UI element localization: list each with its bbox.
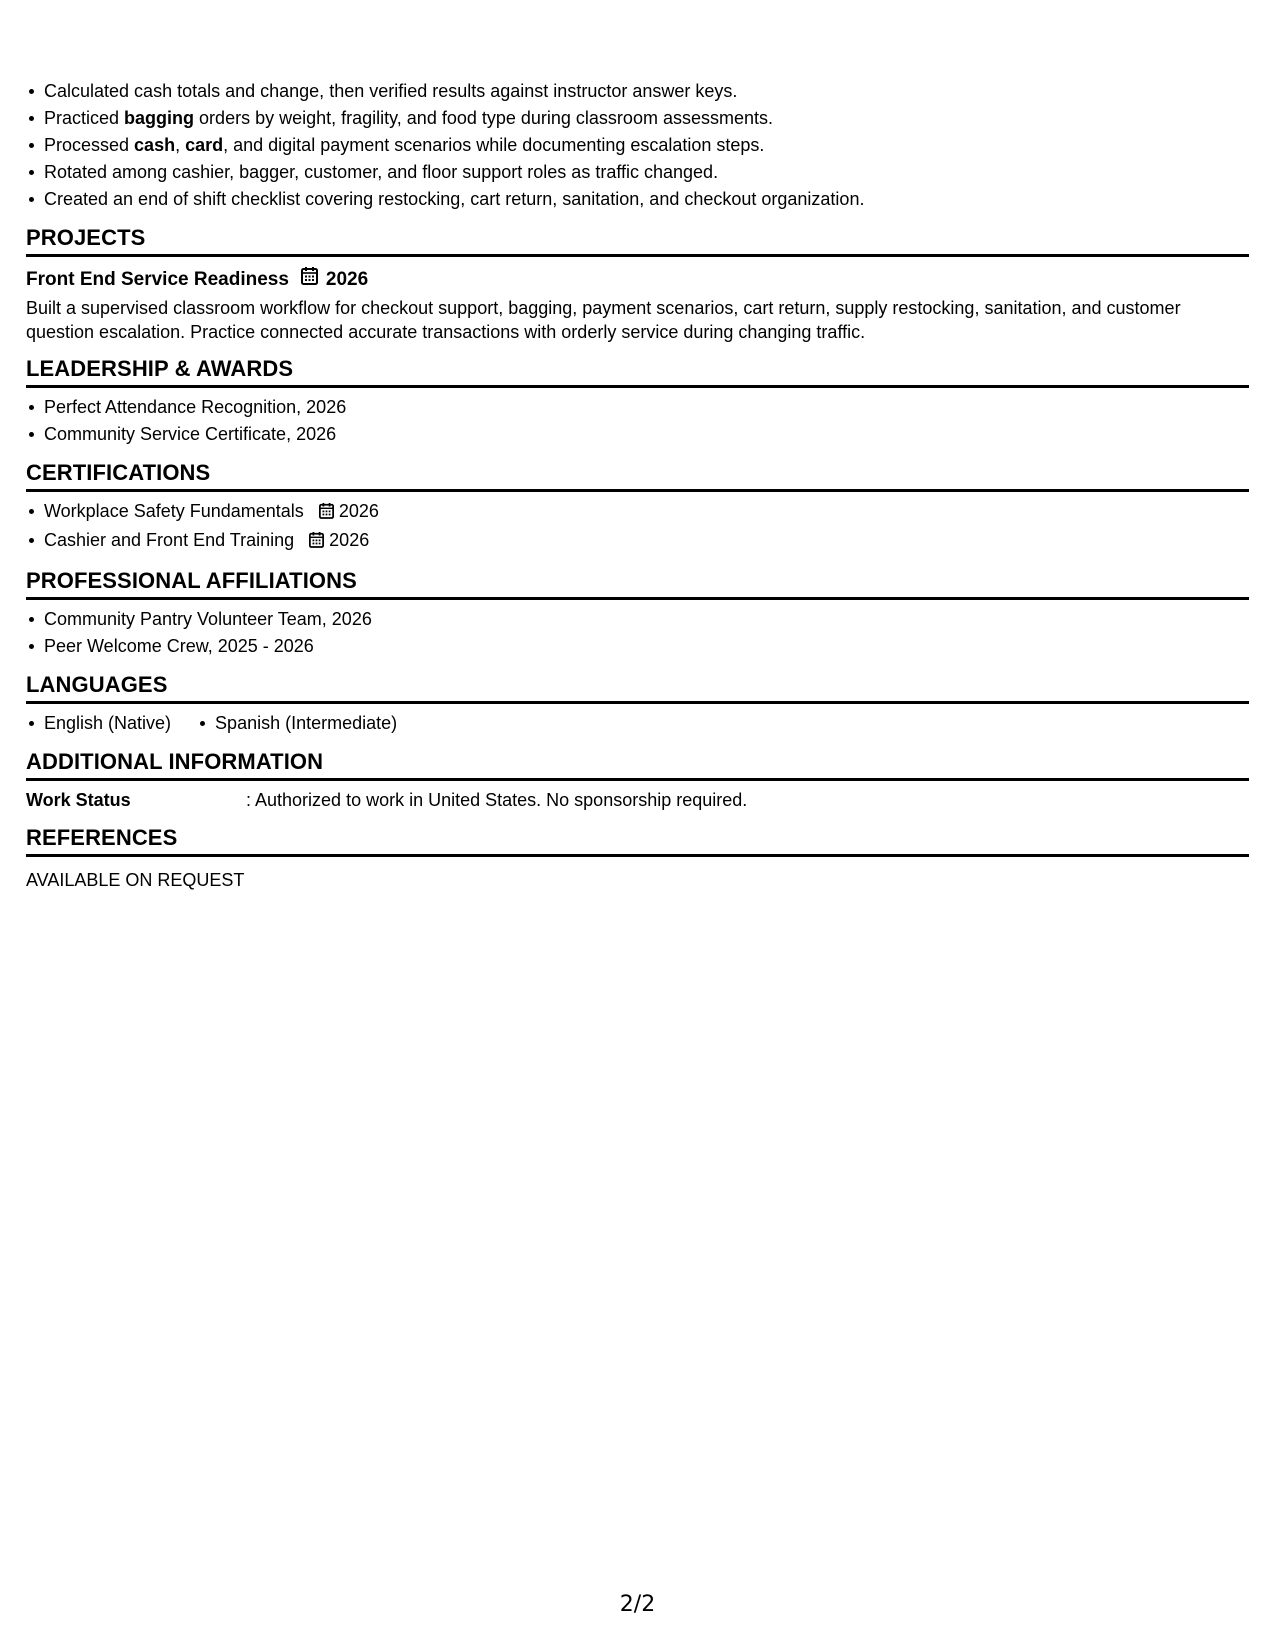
section-title: LANGUAGES bbox=[26, 672, 1249, 704]
list-item: Calculated cash totals and change, then verified results against instructor answer keys. bbox=[44, 78, 1249, 105]
list-item: Rotated among cashier, bagger, customer, and floor support roles as traffic changed. bbox=[44, 159, 1249, 186]
leadership-section bbox=[26, 356, 1249, 448]
list-item bbox=[44, 527, 1249, 556]
list-item bbox=[44, 498, 1249, 527]
calendar-icon bbox=[319, 500, 334, 527]
work-status-label: Work Status bbox=[26, 790, 131, 810]
list-item: English (Native) bbox=[44, 710, 171, 737]
affiliations-section bbox=[26, 568, 1249, 660]
list-item: Perfect Attendance Recognition, 2026 bbox=[44, 394, 1249, 421]
project-name: Front End Service Readiness bbox=[26, 269, 289, 290]
section-title: PROFESSIONAL AFFILIATIONS bbox=[26, 568, 1249, 600]
keyword: bagging bbox=[124, 108, 195, 128]
keyword: card bbox=[185, 135, 224, 155]
section-title: CERTIFICATIONS bbox=[26, 460, 1249, 492]
project-header bbox=[26, 266, 1249, 293]
section-title: REFERENCES bbox=[26, 825, 1249, 857]
work-status-row bbox=[26, 787, 1249, 813]
references-section bbox=[26, 825, 1249, 893]
list-item: Peer Welcome Crew, 2025 - 2026 bbox=[44, 633, 1249, 660]
calendar-icon bbox=[309, 529, 324, 556]
affiliations-list bbox=[26, 606, 1249, 660]
keyword: cash bbox=[134, 135, 176, 155]
languages-list bbox=[26, 710, 1249, 737]
resume-page bbox=[26, 78, 1249, 893]
certifications-list bbox=[26, 498, 1249, 556]
cert-name: Workplace Safety Fundamentals bbox=[44, 501, 304, 521]
list-item: Practiced bagging orders by weight, fragility, and food type during classroom assessments. bbox=[44, 105, 1249, 132]
project-date: 2026 bbox=[325, 269, 369, 290]
section-title: LEADERSHIP & AWARDS bbox=[26, 356, 1249, 388]
languages-section bbox=[26, 672, 1249, 737]
list-item: Community Service Certificate, 2026 bbox=[44, 421, 1249, 448]
projects-section bbox=[26, 225, 1249, 344]
section-title: ADDITIONAL INFORMATION bbox=[26, 749, 1249, 781]
list-item: Processed cash, card, and digital payment scenarios while documenting escalation steps. bbox=[44, 132, 1249, 159]
section-title: PROJECTS bbox=[26, 225, 1249, 257]
list-item: Spanish (Intermediate) bbox=[215, 710, 397, 737]
project-description: Built a supervised classroom workflow for checkout support, bagging, payment scenarios, cart return, supply restocking, sanitation, and customer question escalation. Practice connected accurate transactions with orderly service during changing traffic. bbox=[26, 298, 1181, 342]
cert-date: 2026 bbox=[338, 501, 379, 521]
cert-date: 2026 bbox=[329, 530, 370, 550]
leadership-list bbox=[26, 394, 1249, 448]
calendar-icon bbox=[301, 266, 318, 293]
work-status-value: : Authorized to work in United States. No sponsorship required. bbox=[246, 790, 748, 810]
certifications-section bbox=[26, 460, 1249, 556]
references-text: AVAILABLE ON REQUEST bbox=[26, 870, 245, 890]
page-number: 2/2 bbox=[619, 1592, 656, 1617]
cert-name: Cashier and Front End Training bbox=[44, 530, 295, 550]
list-item: Community Pantry Volunteer Team, 2026 bbox=[44, 606, 1249, 633]
additional-info-section bbox=[26, 749, 1249, 813]
experience-bullet-list bbox=[26, 78, 1249, 213]
list-item: Created an end of shift checklist covering restocking, cart return, sanitation, and checkout organization. bbox=[44, 186, 1249, 213]
